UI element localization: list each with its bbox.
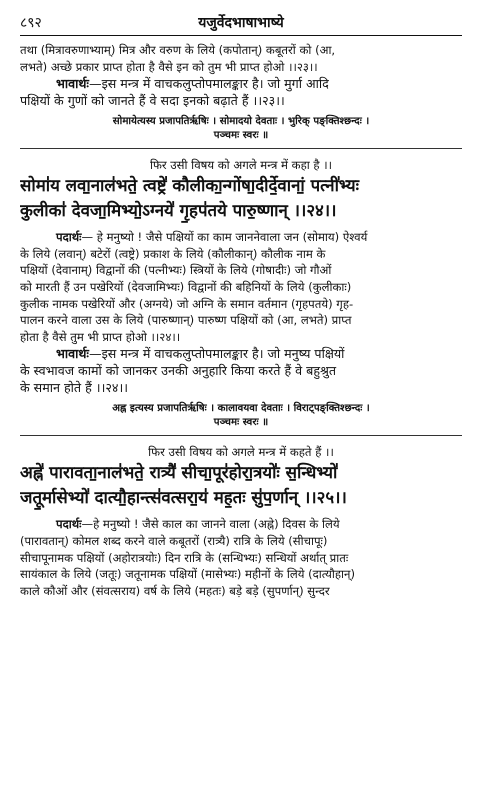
padartha-24-line: पक्षियों (देवानाम्) विद्वानों की (पत्नीभ्यः) स्त्रियों के लिये (गोषादीः) जो गौओं <box>20 263 332 278</box>
bhavartha-label: भावार्थः <box>56 346 89 362</box>
mantra-24-line: कुलीका॑ देवजा॒मिभ्यो॒ऽग्नये॑ गृ॒हप॑तये पारु॒ष्णान् ।।२४।। <box>20 200 337 221</box>
padartha-23-line: तथा (मित्रावरुणाभ्याम्) मित्र और वरुण के लिये (कपोतान्) कबूतरों को (आ, <box>20 43 336 57</box>
padartha-text: — हे मनुष्यो ! जैसे पक्षियों का काम जाननेवाला जन (सोमाय) ऐश्वर्य <box>81 230 368 245</box>
bhavartha-text: —इस मन्त्र में वाचकलुप्तोपमालङ्कार है। जो मुर्गा आदि <box>88 76 329 92</box>
bhavartha-23-line: पक्षियों के गुणों को जानते हैं वे सदा इनको बढ़ाते हैं ।।२३।। <box>20 93 285 109</box>
intro-25: फिर उसी विषय को अगले मन्त्र में कहते हैं ।। <box>148 445 334 460</box>
padartha-label: पदार्थः <box>56 517 82 532</box>
bhavartha-24-line: के स्वभावज कामों को जानकर उनकी अनुहारि किया करते हैं वे बहुश्रुत <box>20 363 337 379</box>
intro-24: फिर उसी विषय को अगले मन्त्र में कहा है ।। <box>149 158 333 173</box>
mantra-25-line: अह्ने॑ पारावता॒नाल॑भते॒ रात्र्यै॑ सीचा॒पूर॑होरा॒त्रयोः॑ स॒न्धिभ्यो॑ <box>20 462 338 483</box>
bhavartha-text: —इस मन्त्र में वाचकलुप्तोपमालङ्कार है। जो मनुष्य पक्षियों <box>88 346 345 362</box>
bhavartha-24-line <box>20 345 462 362</box>
padartha-label: पदार्थः <box>56 230 82 245</box>
header-rule <box>20 35 462 36</box>
padartha-25-line: सीचापूनामक पक्षियों (अहोरात्रयोः) दिन रात्रि के (सन्धिभ्यः) सन्धियों अर्थात् प्रातः <box>20 550 349 565</box>
page-header <box>20 10 462 32</box>
padartha-24-line: के लिये (लवान्) बटेरों (त्वष्ट्रे) प्रकाश के लिये (कौलीकान्) कौलीक नाम के <box>20 246 326 261</box>
section-divider <box>20 435 462 436</box>
padartha-24-line: होता है वैसे तुम भी प्राप्त होओ ।।२४।। <box>20 329 181 344</box>
padartha-24-line <box>20 229 462 246</box>
padartha-24-line: पालन करने वाला उस के लिये (पारुष्णान्) पारुष्ण पक्षियों को (आ, लभते) प्राप्त <box>20 313 352 328</box>
padartha-24-line: को मारती हैं उन पखेरियों (देवजामिभ्यः) विद्वानों की बहिनियों के लिये (कुलीकाः) <box>20 279 352 294</box>
padartha-25-line: सायंकाल के लिये (जतूः) जतूनामक पक्षियों (मासेभ्यः) महीनों के लिये (दात्यौहान्) <box>20 567 356 582</box>
padartha-23-line: लभते) अच्छे प्रकार प्राप्त होता है वैसे इन को तुम भी प्राप्त होओ ।।२३।। <box>20 59 318 74</box>
rishi-devata-24: सोमायेत्यस्य प्रजापतिर्ऋषिः । सोमादयो देवताः । भुरिक् पङ्क्तिश्छन्दः । <box>112 116 370 128</box>
mantra-24-line: सोमा॑य लवा॒नाल॑भते॒ त्वष्ट्रे॑ कौलीका॒न्गोंषा॒दीर्दे॒वानां॒ पत्नी॑भ्यः <box>20 175 360 196</box>
bhavartha-24-line: के समान होते हैं ।।२४।। <box>20 380 128 396</box>
rishi-devata-25: अह्न इत्यस्य प्रजापतिर्ऋषिः । कालावयवा देवताः । विराट्पङ्क्तिश्छन्दः । <box>112 403 370 415</box>
running-title: यजुर्वेदभाषाभाष्ये <box>198 15 284 31</box>
svara-25: पञ्चमः स्वरः ॥ <box>213 417 269 429</box>
padartha-25-line <box>20 516 462 533</box>
padartha-24-line: कुलीक नामक पखेरियों और (अग्नये) जो अग्नि के समान वर्तमान (गृहपतये) गृह- <box>20 296 354 311</box>
bhavartha-23 <box>20 75 462 92</box>
svara-24: पञ्चमः स्वरः ॥ <box>213 130 269 142</box>
padartha-text: —हे मनुष्यो ! जैसे काल का जानने वाला (अह्ने) दिवस के लिये <box>81 517 340 532</box>
padartha-25-line: (पारावतान्) कोमल शब्द करने वाले कबूतरों (रात्र्यै) रात्रि के लिये (सीचापूः) <box>20 533 328 548</box>
page-number: ८९२ <box>20 15 42 31</box>
padartha-25-line: काले कौओं और (संवत्सराय) वर्ष के लिये (महतः) बड़े बड़े (सुपर्णान्) सुन्दर <box>20 583 330 598</box>
section-divider <box>20 148 462 149</box>
mantra-25-line: जतू॒र्मासेभ्यो॑ दात्यौ॒हान्त्स॑वत्सरा॒य॑ मह॒तः सु॑प॒र्णान् ।।२५।। <box>20 487 347 508</box>
bhavartha-label: भावार्थः <box>56 76 89 92</box>
